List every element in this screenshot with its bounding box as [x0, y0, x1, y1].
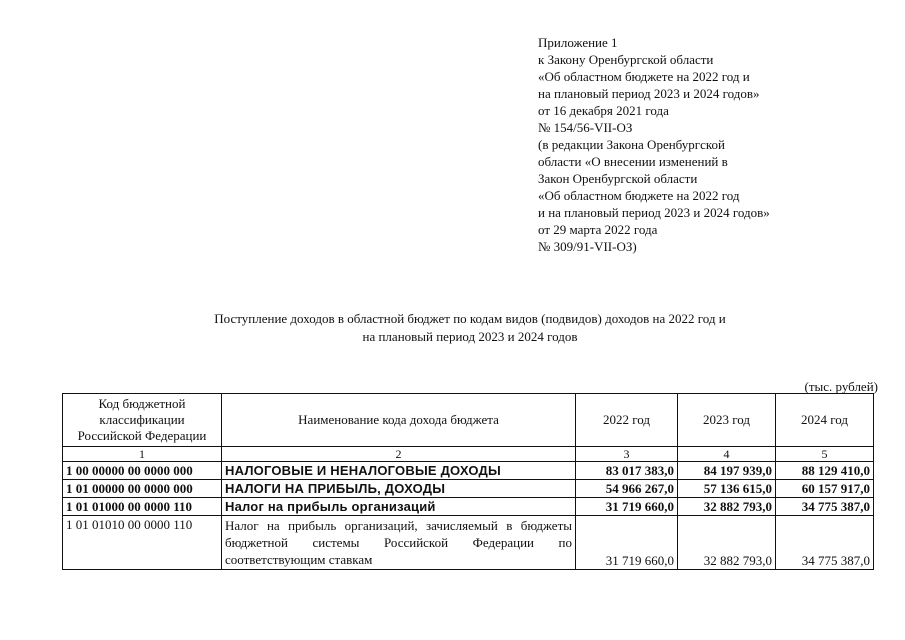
row-name: Налог на прибыль организаций	[222, 498, 576, 516]
document-title-line-1: Поступление доходов в областной бюджет по кодам видов (подвидов) доходов на 2022 год и	[214, 311, 726, 326]
table-row	[63, 498, 874, 516]
header-2022: 2022 год	[576, 394, 678, 447]
row-value-2023: 57 136 615,0	[678, 480, 776, 498]
appendix-line: Закон Оренбургской области	[538, 171, 698, 186]
header-name: Наименование кода дохода бюджета	[222, 394, 576, 447]
row-value-2024: 88 129 410,0	[776, 462, 874, 480]
header-2024: 2024 год	[776, 394, 874, 447]
header-2023: 2023 год	[678, 394, 776, 447]
document-title-line-2: на плановый период 2023 и 2024 годов	[362, 329, 578, 344]
appendix-line: области «О внесении изменений в	[538, 154, 728, 169]
appendix-line: Приложение 1	[538, 35, 618, 50]
row-value-2022: 54 966 267,0	[576, 480, 678, 498]
row-value-2024: 34 775 387,0	[776, 516, 874, 570]
units-note: (тыс. рублей)	[804, 379, 878, 394]
column-number: 4	[678, 447, 776, 462]
column-number-row	[63, 447, 874, 462]
appendix-line: № 154/56-VII-ОЗ	[538, 120, 633, 135]
column-number: 3	[576, 447, 678, 462]
row-name: Налог на прибыль организаций, зачисляемый в бюджеты бюджетной системы Российской Федерации по соответствующим ставкам	[222, 516, 576, 570]
appendix-line: и на плановый период 2023 и 2024 годов»	[538, 205, 770, 220]
row-value-2022: 31 719 660,0	[576, 498, 678, 516]
table-row	[63, 516, 874, 570]
column-number: 5	[776, 447, 874, 462]
row-code: 1 00 00000 00 0000 000	[63, 462, 222, 480]
appendix-line: от 16 декабря 2021 года	[538, 103, 669, 118]
row-value-2024: 34 775 387,0	[776, 498, 874, 516]
appendix-block	[538, 34, 878, 255]
column-number: 2	[222, 447, 576, 462]
appendix-line: от 29 марта 2022 года	[538, 222, 658, 237]
table-row	[63, 480, 874, 498]
row-code: 1 01 01000 00 0000 110	[63, 498, 222, 516]
appendix-line: № 309/91-VII-ОЗ)	[538, 239, 637, 254]
row-value-2022: 31 719 660,0	[576, 516, 678, 570]
row-value-2023: 84 197 939,0	[678, 462, 776, 480]
revenue-table	[62, 393, 874, 570]
appendix-line: «Об областном бюджете на 2022 год	[538, 188, 740, 203]
row-code: 1 01 01010 00 0000 110	[63, 516, 222, 570]
row-code: 1 01 00000 00 0000 000	[63, 480, 222, 498]
column-number: 1	[63, 447, 222, 462]
appendix-line: (в редакции Закона Оренбургской	[538, 137, 726, 152]
row-value-2023: 32 882 793,0	[678, 498, 776, 516]
header-code: Код бюджетной классификации Российской Федерации	[63, 394, 222, 447]
appendix-line: «Об областном бюджете на 2022 год и	[538, 69, 750, 84]
table-header-row	[63, 394, 874, 447]
appendix-line: к Закону Оренбургской области	[538, 52, 714, 67]
document-title	[40, 310, 900, 346]
row-value-2022: 83 017 383,0	[576, 462, 678, 480]
row-name: НАЛОГИ НА ПРИБЫЛЬ, ДОХОДЫ	[222, 480, 576, 498]
table-row	[63, 462, 874, 480]
row-value-2023: 32 882 793,0	[678, 516, 776, 570]
appendix-line: на плановый период 2023 и 2024 годов»	[538, 86, 760, 101]
row-name: НАЛОГОВЫЕ И НЕНАЛОГОВЫЕ ДОХОДЫ	[222, 462, 576, 480]
row-value-2024: 60 157 917,0	[776, 480, 874, 498]
